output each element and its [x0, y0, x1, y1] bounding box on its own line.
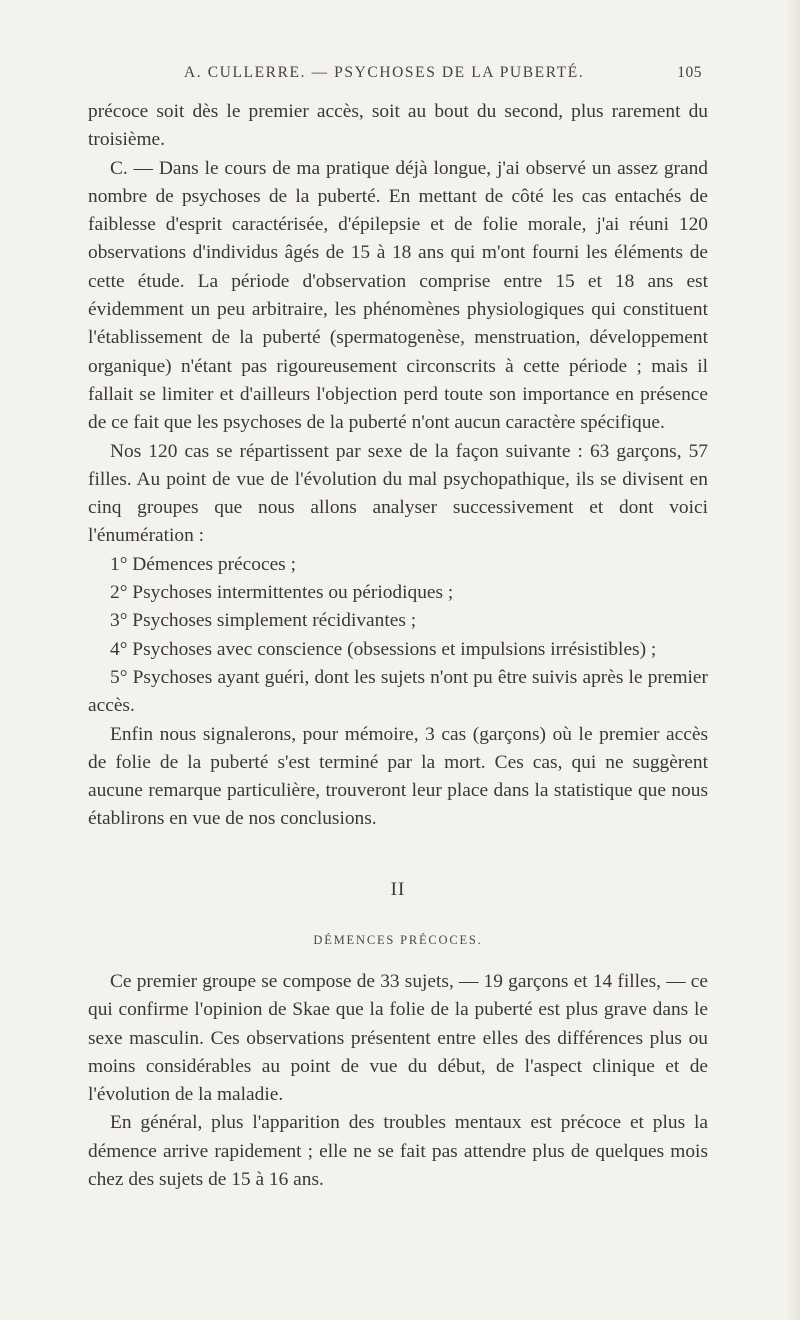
paragraph: En général, plus l'apparition des troubles mentaux est précoce et plus la démence arrive rapidement ; elle ne se fait pas attendre plus de quelques mois chez des sujets de 15 à 16 ans. — [88, 1112, 708, 1191]
running-header — [88, 64, 702, 88]
paragraph: Nos 120 cas se répartissent par sexe de la façon suivante : 63 garçons, 57 filles. Au point de vue de l'évolution du mal psychopathique, ils se divisent en cinq groupes que nous allons analyser successivement et dont voici l'énumération : — [88, 440, 708, 547]
body-text — [88, 98, 708, 834]
list-item: 2° Psychoses intermittentes ou périodiques ; — [110, 582, 454, 604]
page-number: 105 — [677, 64, 702, 81]
section-title: DÉMENCES PRÉCOCES. — [313, 933, 483, 947]
paragraph: précoce soit dès le premier accès, soit au bout du second, plus rarement du troisième. — [88, 101, 708, 151]
section-text — [88, 968, 708, 1194]
running-title: A. CULLERRE. — PSYCHOSES DE LA PUBERTÉ. — [184, 64, 585, 81]
paragraph: C. — Dans le cours de ma pratique déjà longue, j'ai observé un assez grand nombre de psychoses de la puberté. En mettant de côté les cas entachés de faiblesse d'esprit caractérisée, d'épilepsie et de folie morale, j'ai réuni 120 observations d'individus âgés de 15 à 18 ans qui m'ont fourni les éléments de cette étude. La période d'observation comprise entre 15 et 18 ans est évidemment un peu arbitraire, les phénomènes physiologiques qui constituent l'établissement de la puberté (spermatogenèse, menstruation, développement organique) n'étant pas rigoureusement circonscrits à cette période ; mais il fallait se limiter et d'ailleurs l'objection perd toute son importance en présence de ce fait que les psychoses de la puberté n'ont aucun caractère spécifique. — [88, 157, 708, 434]
list-item: 1° Démences précoces ; — [110, 553, 296, 575]
paragraph: Ce premier groupe se compose de 33 sujets, — 19 garçons et 14 filles, — ce qui confirme l'opinion de Skae que la folie de la puberté est plus grave dans le sexe masculin. Ces observations présentent entre elles des différences plus ou moins considérables au point de vue du début, de l'aspect clinique et de l'évolution de la maladie. — [88, 971, 708, 1106]
list-item: 3° Psychoses simplement récidivantes ; — [110, 610, 417, 632]
page-edge — [786, 0, 800, 1320]
list-item: 5° Psychoses ayant guéri, dont les sujets n'ont pu être suivis après le premier accès. — [88, 666, 708, 717]
list-item: 4° Psychoses avec conscience (obsessions et impulsions irrésistibles) ; — [110, 638, 657, 660]
paragraph: Enfin nous signalerons, pour mémoire, 3 cas (garçons) où le premier accès de folie de la puberté s'est terminé par la mort. Ces cas, qui ne suggèrent aucune remarque particulière, trouveront leur place dans la statistique que nous établirons en vue de nos conclusions. — [88, 723, 708, 830]
section-number: II — [390, 879, 406, 900]
